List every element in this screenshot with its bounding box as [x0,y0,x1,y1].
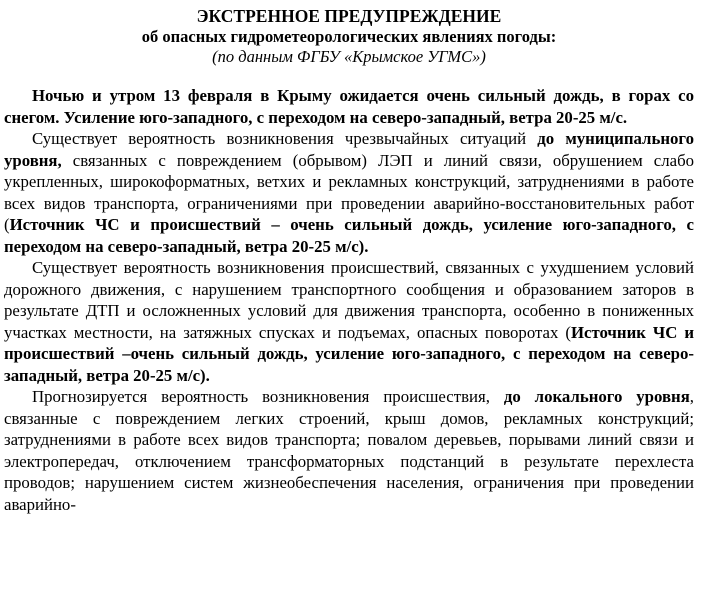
paragraph-text: Существует вероятность возникновения чрезвычайных ситуаций [32,129,538,148]
paragraph-text: Прогнозируется вероятность возникновения происшествия, [32,387,504,406]
paragraph-text: , связанные с повреждением легких строений, крыш домов, рекламных конструкций; затруднениями в работе всех видов транспорта; повалом деревьев, порывами линий связи и электропередач, отключением трансформаторных подстанций в результате перехлеста проводов; нарушением систем жизнеобеспечения населения, ограничения при проведении аварийно- [4,387,694,514]
paragraph-emphasis: до муниципального уровня, [4,129,694,170]
document-page [4,6,694,515]
spacer [4,67,694,85]
document-title: ЭКСТРЕННОЕ ПРЕДУПРЕЖДЕНИЕ [196,6,502,26]
lead-paragraph: Ночью и утром 13 февраля в Крыму ожидается очень сильный дождь, в горах со снегом. Усиление юго-западного, с переходом на северо-западный, ветра 20-25 м/с. [4,86,694,127]
paragraph-text: связанных с повреждением (обрывом) ЛЭП и линий связи, обрушением слабо укрепленных, широкоформатных, ветхих и рекламных конструкций, затруднениями в работе всех видов транспорта, ограничениями при проведении аварийно-восстановительных работ ( [4,150,694,234]
paragraph-emphasis: до локального уровня [503,387,690,406]
paragraph-emergency-risk [4,128,694,257]
paragraph-traffic-risk [4,257,694,386]
paragraph-text: Существует вероятность возникновения происшествий, связанных с ухудшением условий дорожного движения, с нарушением транспортного сообщения и образованием заторов в результате ДТП и осложненных условий для движения транспорта, особенно в пониженных участках местности, на затяжных спусках и подъемах, опасных поворотах ( [4,258,694,342]
document-source: (по данным ФГБУ «Крымское УГМС») [212,47,486,66]
document-subtitle: об опасных гидрометеорологических явлениях погоды: [141,27,557,46]
paragraph-emphasis: Источник ЧС и происшествий – очень сильный дождь, усиление юго-западного, с переходом на северо-западный, ветра 20-25 м/с). [4,215,694,256]
paragraph-emphasis: Источник ЧС и происшествий –очень сильный дождь, усиление юго-западного, с переходом на северо-западный, ветра 20-25 м/с). [4,322,694,385]
paragraph-local-risk [4,386,694,515]
